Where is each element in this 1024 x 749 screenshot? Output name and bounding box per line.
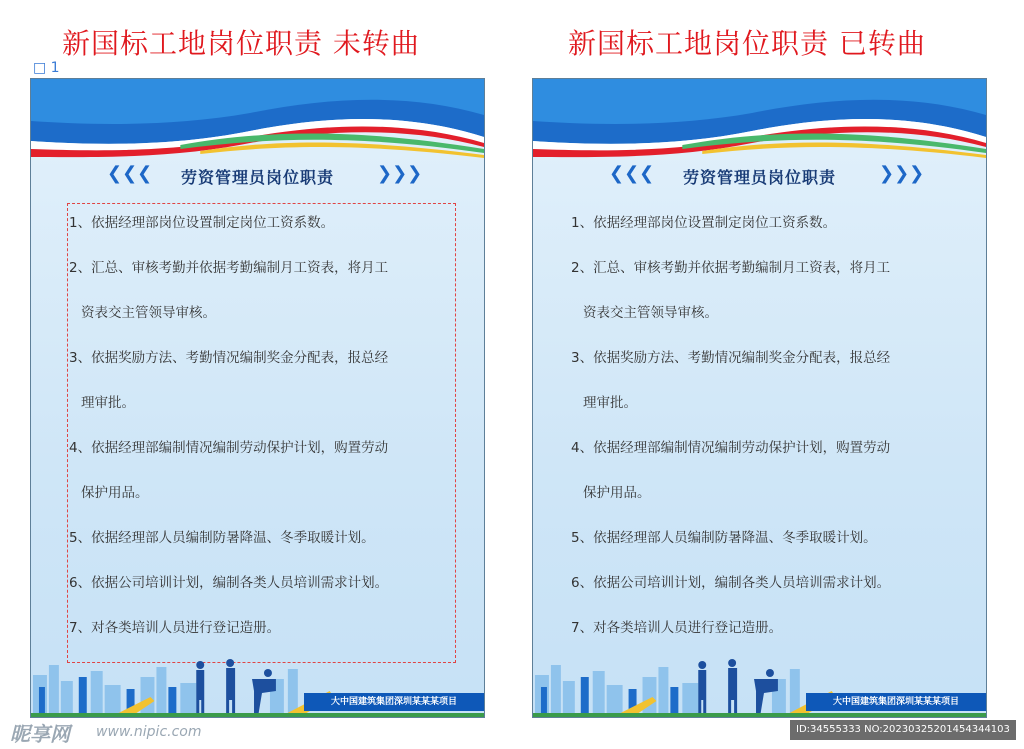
duty-item: 7、对各类培训人员进行登记造册。 [571,620,783,636]
footer-project-label: 大中国建筑集团深圳某某某项目 [806,693,986,711]
duty-item: 3、依据奖励方法、考勤情况编制奖金分配表，报总经 理审批。 [69,350,389,411]
duty-item: 1、依据经理部岗位设置制定岗位工资系数。 [571,215,837,231]
poster-heading: 劳资管理员岗位职责 [180,168,334,187]
duty-item: 4、依据经理部编制情况编制劳动保护计划，购置劳动 保护用品。 [69,440,389,501]
banner-wave-graphic [31,79,484,169]
chevron-left-icon: ❮❮❮ [107,163,153,184]
chevron-right-icon: ❯❯❯ [879,163,925,184]
duty-list [69,201,464,651]
watermark-url: www.nipic.com [96,724,202,740]
poster-heading: 劳资管理员岗位职责 [682,168,836,187]
duty-item: 1、依据经理部岗位设置制定岗位工资系数。 [69,215,335,231]
duty-list [571,201,966,651]
duty-item: 2、汇总、审核考勤并依据考勤编制月工资表，将月工 资表交主管领导审核。 [571,260,891,321]
page-marker: □ 1 [33,60,60,76]
watermark-id-bar: ID:34555333 NO:20230325201454344103 [790,720,1016,740]
poster-converted [532,78,987,718]
footer-project-label: 大中国建筑集团深圳某某某项目 [304,693,484,711]
duty-item: 6、依据公司培训计划，编制各类人员培训需求计划。 [69,575,389,591]
duty-item: 6、依据公司培训计划，编制各类人员培训需求计划。 [571,575,891,591]
duty-item: 5、依据经理部人员编制防暑降温、冬季取暖计划。 [571,530,877,546]
chevron-right-icon: ❯❯❯ [377,163,423,184]
duty-item: 3、依据奖励方法、考勤情况编制奖金分配表，报总经 理审批。 [571,350,891,411]
duty-item: 2、汇总、审核考勤并依据考勤编制月工资表，将月工 资表交主管领导审核。 [69,260,389,321]
poster-unconverted [30,78,485,718]
duty-item: 4、依据经理部编制情况编制劳动保护计划，购置劳动 保护用品。 [571,440,891,501]
chevron-left-icon: ❮❮❮ [609,163,655,184]
duty-item: 5、依据经理部人员编制防暑降温、冬季取暖计划。 [69,530,375,546]
watermark-logo: 昵享网 [10,722,70,746]
duty-item: 7、对各类培训人员进行登记造册。 [69,620,281,636]
heading-row [533,163,986,191]
caption-unconverted: 新国标工地岗位职责 未转曲 [62,27,420,60]
heading-row [31,163,484,191]
banner-wave-graphic [533,79,986,169]
caption-converted: 新国标工地岗位职责 已转曲 [568,27,926,60]
